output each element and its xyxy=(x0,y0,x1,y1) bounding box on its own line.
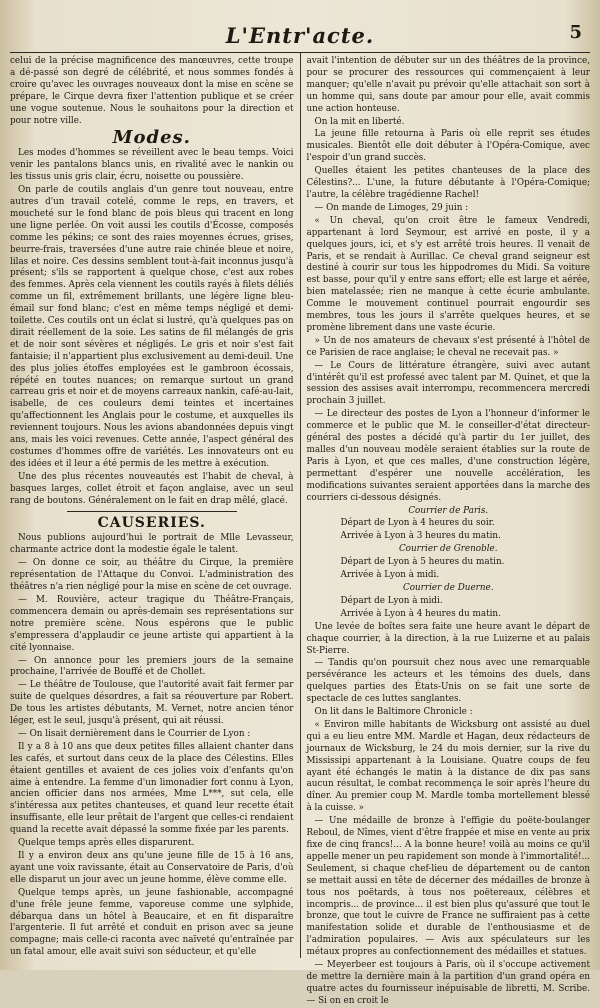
columns xyxy=(10,53,590,1006)
article-paragraph: Une des plus récentes nouveautés est l'habit de cheval, à basques larges, collet étroit et façon anglaise, avec un seul rang de boutons. Généralement on le fait en drap mêlé, glacé. xyxy=(10,471,294,506)
schedule-line: Arrivée à Lyon à 4 heures du matin. xyxy=(340,608,501,619)
article-paragraph: La jeune fille retourna à Paris où elle reprit ses études musicales. Bientôt elle doit débuter à l'Opéra-Comique, avec l'espoir d'un grand succès. xyxy=(306,129,590,164)
page-number: 5 xyxy=(569,22,582,43)
intro-paragraph: celui de la précise magnificence des manœuvres, cette troupe a dé-passé son degré de célébrité, et nous sommes fondés à croire qu'avec les ouvrages nouveaux dont la mise en scène se prépare, le Cirque devra fixer l'attention publique et se créer une vogue soutenue. Nous le souhaitons pour la direction et pour notre ville. xyxy=(10,56,294,126)
article-paragraph: Nous publions aujourd'hui le portrait de Mlle Levasseur, charmante actrice dont la modestie égale le talent. xyxy=(10,533,294,556)
article-paragraph: avait l'intention de débuter sur un des théâtres de la province, pour se procurer des ressources qui commençaient à leur manquer; qu'elle n'avait pu prévoir qu'elle attachait son sort à un homme qui, sans doute par amour pour elle, avait commis une action honteuse. xyxy=(306,56,590,114)
article-paragraph: — On donne ce soir, au théâtre du Cirque, la première représentation de l'Attaque du Convoi. L'administration des théâtres n'a rien négligé pour la mise en scène de cet ouvrage. xyxy=(10,558,294,593)
article-paragraph: On lit dans le Baltimore Chronicle : xyxy=(314,707,473,718)
newspaper-title: L'Entr'acte. xyxy=(225,23,375,48)
article-paragraph: — Meyerbeer est toujours à Paris, où il s'occupe activement de mettre la dernière main à la partition d'un grand opéra en quatre actes du fournisseur inépuisable de libretti, M. Scribe. — Si on en croit le xyxy=(306,960,590,1006)
schedule-line: Départ de Lyon à midi. xyxy=(340,595,443,606)
schedule-line: Arrivée à Lyon à 3 heures du matin. xyxy=(340,531,501,542)
article-paragraph: — Une médaille de bronze à l'effigie du poëte-boulanger Reboul, de Nîmes, vient d'être frappée et mise en vente au prix fixe de cinq francs!... A la bonne heure! voilà au moins ce qu'il appelle mener un peu rapidement son monde à l'immortalité!... Seulement, si chaque chef-lieu de département ou de canton se mettait aussi en tête de décerner des médailles de bronze à tous nos poëtards, à tous nos poëtereaux, célèbres et incompris... de province... il est bien plus qu'assuré que tout le bronze, que tout le cuivre de France ne suffiraient pas à cette manifestation solide et durable de l'enthousiasme et de l'admiration populaires. — Avis aux spéculateurs sur les métaux propres au confectionnement des médailles et statues. xyxy=(306,816,590,958)
causeries-heading: CAUSERIES. xyxy=(97,514,206,531)
article-paragraph: Quelque temps après elles disparurent. xyxy=(18,838,195,849)
masthead xyxy=(10,10,590,53)
left-column xyxy=(10,53,301,958)
article-paragraph: Quelque temps après, un jeune fashionable, accompagné d'une frêle jeune femme, vaporeuse comme une sylphide, débarqua dans un hôtel à Beaucaire, et en fit disparaître l'argenterie. Il fut arrêté et conduit en prison avec sa jeune compagne; mais celle-ci raconta avec naïveté qu'entraînée par un fatal amour, elle avait suivi son séducteur, et qu'elle xyxy=(10,887,294,958)
article-paragraph: — Tandis qu'on poursuit chez nous avec une remarquable persévérance les acteurs et les témoins des duels, dans quelques parties des États-Unis on se fait une sorte de spectacle de ces luttes sanglantes. xyxy=(306,658,590,705)
article-paragraph: « Un cheval, qu'on croit être le fameux Vendredi, appartenant à lord Seymour, est arrivé en poste, il y a quelques jours, ici, et s'y est arrêté trois heures. Il venait de Paris, et se rendait à Aurillac. Ce cheval grand seigneur est destiné à courir sur tous les hippodromes du Midi. Sa voiture est basse, pour qu'il y entre sans effort; elle est large et aérée, bien matelassée; rien ne manque à cette écurie ambulante. Comme le mouvement continuel pourrait engourdir ses membres, tous les jours il s'arrête quelques heures, et se promène librement dans une vaste écurie. xyxy=(306,215,590,333)
article-paragraph: Quelles étaient les petites chanteuses de la place des Célestins?... L'une, la future débutante à l'Opéra-Comique; l'autre, la célèbre tragédienne Rachel! xyxy=(306,166,590,200)
article-paragraph: — M. Rouvière, acteur tragique du Théâtre-Français, commencera demain ou après-demain ses représentations sur notre première scène. Nous espérons que le public s'empressera d'applaudir ce jeune artiste qui appartient à la cité lyonnaise. xyxy=(10,594,294,653)
article-paragraph: On la mit en liberté. xyxy=(314,116,405,127)
article-paragraph: — On annonce pour les premiers jours de la semaine prochaine, l'arrivée de Bouffé et de Chollet. xyxy=(10,655,294,678)
schedule-line: Départ de Lyon à 5 heures du matin. xyxy=(340,557,505,568)
courier-heading: Courrier de Grenoble. xyxy=(398,544,498,555)
article-paragraph: — Le directeur des postes de Lyon a l'honneur d'informer le commerce et le public que M. le conseiller-d'état directeur-général des postes a décidé qu'à partir du 1er juillet, des malles d'un nouveau modèle seraient établies sur la route de Paris à Lyon, et que ces malles, d'une construction légère, permettant d'espérer une nouvelle accélération, les modifications suivantes seraient apportées dans la marche des courriers ci-dessous désignés. xyxy=(306,409,590,503)
article-paragraph: — On lisait dernièrement dans le Courrier de Lyon : xyxy=(18,728,251,739)
article-paragraph: » Un de nos amateurs de chevaux s'est présenté à l'hôtel de ce Parisien de race anglaise; le cheval ne recevait pas. » xyxy=(306,335,590,358)
article-paragraph: — On mande de Limoges, 29 juin : xyxy=(314,202,469,213)
schedule-line: Arrivée à Lyon à midi. xyxy=(340,570,440,581)
article-paragraph: — Le Cours de littérature étrangère, suivi avec autant d'intérêt qu'il est professé avec talent par M. Quinet, et que la session des assises avait interrompu, recommencera mercredi prochain 3 juillet. xyxy=(306,360,590,407)
article-paragraph: — Le théâtre de Toulouse, que l'autorité avait fait fermer par suite de quelques désordres, a fait sa réouverture par Robert. De tous les artistes débutants, M. Vernet, notre ancien ténor léger, est le seul, jusqu'à présent, qui ait réussi. xyxy=(10,680,294,727)
article-paragraph: On parle de coutils anglais d'un genre tout nouveau, entre autres d'un travail cotelé, comme le reps, en travers, et moucheté sur le fond blanc de pois bleus qui tracent en long une ligne perlée. On voit aussi les coutils d'Écosse, composés comme les pékins; ce sont des raies moyennes écrues, grises, beurre-frais, traversées d'une autre raie chinée bleue et noire, lilas et noire. Ces dessins semblent tout-à-fait inconnus jusqu'à présent; s'ils se rapportent à quelque chose, c'est aux robes des femmes. Après cela viennent les coutils rayés à filets déliés comme un fil, extrêmement brillants, une légère ligne bleu-émail sur fond blanc; c'est en même temps négligé et demi-toilette. Ces coutils ont un éclat si lustré, qu'à quelques pas on dirait réellement de la soie. Les satins de fil mélangés de gris et de noir sont sévères et négligés. Le gris et noir s'est fait fantaisie; il n'appartient plus exclusivement au demi-deuil. Une des plus jolies étoffes employées est le gambroon écossais, répété en toutes nuances; on remarque surtout un grand carreau gris et noir et de moyens carreaux nankin, café-au-lait, isabelle, de ces couleurs demi teintes et incertaines qu'affectionnent les Anglais pour le costume, et auxquelles ils reviennent toujours. Nous les avions abandonnées depuis vingt ans, mais les voici revenues. Cette année, l'aspect général des costumes d'hommes offre de variétés. Les innovateurs ont eu des idées et il leur a été permis de les mettre à exécution. xyxy=(10,185,294,469)
section-divider xyxy=(67,511,237,512)
modes-heading: Modes. xyxy=(112,127,191,149)
article-paragraph: « Environ mille habitants de Wicksburg ont assisté au duel qui a eu lieu entre MM. Mardle et Hagan, deux rédacteurs de journaux de Wicksburg, le 24 du mois dernier, sur la rive du Mississipi appartenant à la Louisiane. Quatre coups de feu ayant été échangés le matin à la distance de dix pas sans aucun résultat, le combat recommença le soir après l'heure du dîner. Au premier coup M. Mardle tomba mortellement blessé à la cuisse. » xyxy=(306,719,590,814)
article-paragraph: Les modes d'hommes se réveillent avec le beau temps. Voici venir les pantalons blancs unis, en rivalité avec le nankin ou les tissus unis gris clair, écru, noisette ou poussière. xyxy=(10,148,294,183)
article-paragraph: Il y a 8 à 10 ans que deux petites filles allaient chanter dans les cafés, et surtout dans ceux de la place des Célestins. Elles étaient gentilles et avaient de ces jolies voix d'enfants qu'on aime à entendre. La femme d'un limonadier fort connu à Lyon, ancien officier dans nos armées, Mme L***, sut cela, elle s'intéressa aux petites chanteuses, et quand leur recette était insuffisante, elle leur prêtait de l'argent que celles-ci rendaient quand la recette avait dépassé la somme fixée par les parents. xyxy=(10,741,294,836)
schedule-line: Départ de Lyon à 4 heures du soir. xyxy=(340,518,495,529)
article-paragraph: Une levée de boîtes sera faite une heure avant le départ de chaque courrier, à la direction, à la rue Luizerne et au palais St-Pierre. xyxy=(306,621,590,656)
article-paragraph: Il y a environ deux ans qu'une jeune fille de 15 à 16 ans, ayant une voix ravissante, était au Conservatoire de Paris, d'où elle disparut un jour avec un jeune homme, élève comme elle. xyxy=(10,851,294,885)
right-column xyxy=(301,53,591,1006)
courier-heading: Courrier de Duerne. xyxy=(402,582,494,593)
courier-heading: Courrier de Paris. xyxy=(408,505,489,516)
